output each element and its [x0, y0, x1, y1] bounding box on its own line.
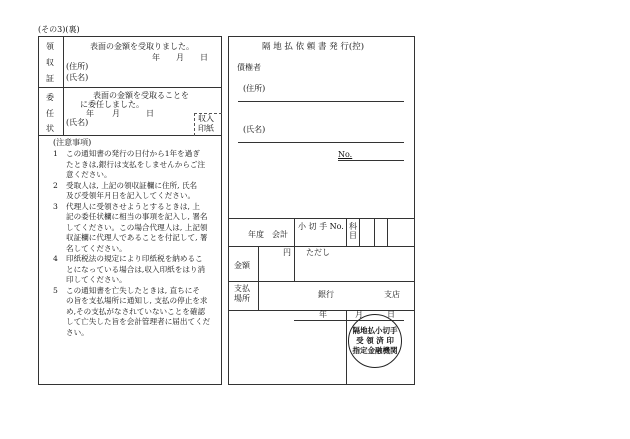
note-number: 4 — [53, 254, 58, 263]
note-text — [66, 254, 219, 286]
receipt-statement: 表面の金額を受取りました。 — [90, 42, 194, 51]
revenue-stamp-label-2: 印紙 — [198, 124, 214, 133]
delegation-statement-1: 表面の金額を受取ることを — [93, 91, 189, 100]
receipt-stamp — [348, 314, 402, 368]
note-line: 印紙税法の規定により印紙税を納めるこ — [66, 254, 203, 263]
creditor-address-label: (住所) — [243, 84, 266, 93]
note-line: たときは,銀行は支払をしませんからご注 — [66, 159, 206, 169]
note-text — [66, 149, 219, 181]
note-line: して亡失した旨を会計管理者に届出てくだ — [66, 317, 211, 326]
note-line: の旨を支払場所に通知し, 支払の停止を求 — [66, 296, 208, 305]
note-item — [53, 254, 219, 286]
delegation-name-label: (氏名) — [66, 118, 89, 127]
note-line: 及び受領年月日を記入してください。 — [66, 191, 196, 200]
yen-label: 円 — [283, 248, 291, 257]
number-label: No. — [338, 150, 353, 159]
accounting-label: 会計 — [272, 230, 288, 239]
note-text — [66, 181, 219, 202]
right-title: 隔 地 払 依 頼 書 発 行(控) — [262, 42, 365, 52]
note-line: とになっている場合は,収入印紙をはり消 — [66, 264, 206, 274]
stamp-line-1: 隔地払小切手 — [352, 326, 398, 335]
note-number: 1 — [53, 149, 58, 158]
note-line: 印してください。 — [66, 275, 127, 284]
note-line: 受取人は, 上記の領収証欄に住所, 氏名 — [66, 180, 198, 190]
stamp-line-2: 受 領 済 印 — [356, 336, 394, 345]
proviso-label: ただし — [306, 248, 330, 257]
stamp-line-3: 指定金融機関 — [352, 346, 398, 355]
note-line: 記の委任状欄に相当の事項を記入し, 署名 — [66, 212, 208, 221]
payment-place-label-2: 場所 — [234, 294, 250, 303]
payment-place-label-1: 支払 — [234, 284, 250, 293]
item-label-1: 科 — [349, 222, 357, 231]
delegation-statement-2: に委任しました。 — [80, 100, 144, 109]
note-line: め,その支払がなされていないことを確認 — [66, 306, 206, 316]
note-number: 5 — [53, 285, 58, 295]
note-text — [66, 202, 219, 255]
note-item — [53, 286, 219, 339]
receipt-address-label: (住所) — [66, 62, 89, 71]
note-text — [66, 286, 219, 339]
note-line: 意ください。 — [66, 170, 112, 179]
note-item — [53, 181, 219, 202]
note-item — [53, 202, 219, 255]
check-number-label: 小 切 手 No. — [298, 222, 344, 231]
page-label: (その3)(裏) — [38, 25, 80, 34]
note-line: この通知書を亡失したときは, 直ちにそ — [66, 285, 200, 295]
note-line: 名してください。 — [66, 243, 127, 253]
note-line: 収証欄に代理人であることを付記して, 署 — [66, 233, 208, 242]
note-line: してください。この場合代理人は, 上記領 — [66, 222, 208, 232]
item-label-2: 目 — [349, 231, 357, 240]
revenue-stamp-label-1: 収入 — [198, 114, 214, 123]
receipt-name-label: (氏名) — [66, 73, 89, 82]
creditor-name-label: (氏名) — [243, 125, 266, 134]
creditor-label: 債権者 — [237, 63, 261, 72]
note-number: 2 — [53, 180, 58, 190]
notes-heading: (注意事項) — [53, 138, 92, 147]
fiscal-year-label: 年度 — [248, 230, 264, 239]
note-line: この通知書の発行の日付から1年を過ぎ — [66, 149, 200, 158]
bank-label: 銀行 — [318, 290, 334, 299]
note-line: 代理人に受領させようとするときは, 上 — [66, 201, 200, 211]
note-line: さい。 — [66, 327, 89, 337]
branch-label: 支店 — [384, 290, 400, 299]
notes-list — [53, 149, 219, 338]
note-number: 3 — [53, 201, 58, 211]
note-item — [53, 149, 219, 181]
amount-label: 金額 — [234, 261, 250, 270]
